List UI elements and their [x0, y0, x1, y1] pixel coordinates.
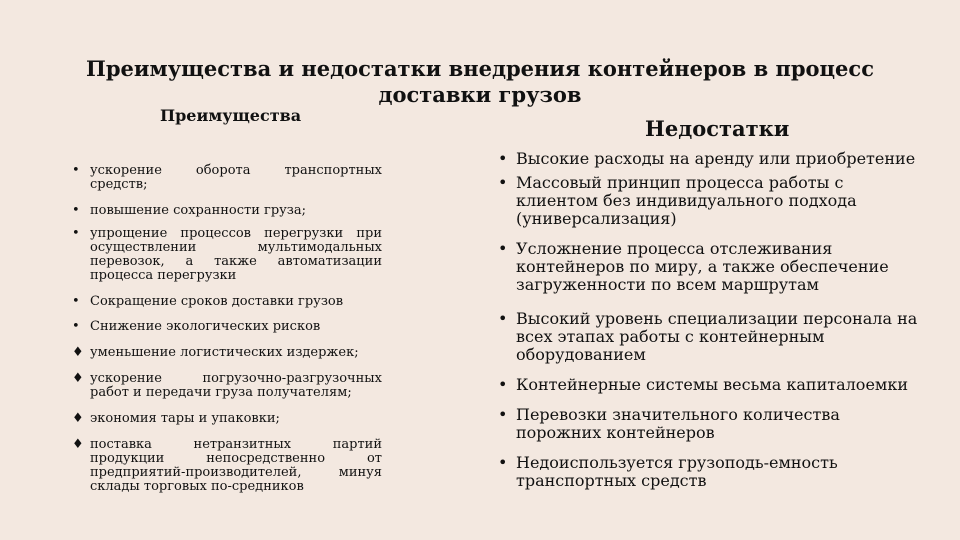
list-item	[72, 227, 382, 283]
list-item	[72, 204, 382, 218]
bullet-icon: •	[72, 163, 80, 178]
list-item	[498, 310, 918, 364]
diamond-bullet-icon: ♦	[72, 437, 84, 452]
list-item	[498, 454, 918, 490]
advantage-text: упрощение процессов перегрузки при осуществлении мультимодальных перевозок, а также автоматизации процесса перегрузки	[90, 226, 382, 283]
disadvantage-text: Усложнение процесса отслеживания контейнеров по миру, а также обеспечение загруженности по всем маршрутам	[516, 239, 889, 294]
list-item	[72, 412, 382, 426]
list-item	[72, 164, 382, 192]
bullet-icon: •	[498, 453, 508, 472]
advantage-text: экономия тары и упаковки;	[90, 411, 280, 426]
bullet-icon: •	[72, 203, 80, 218]
bullet-icon: •	[72, 226, 80, 241]
list-item	[498, 240, 918, 294]
advantages-heading: Преимущества	[160, 106, 302, 125]
advantage-text: уменьшение логистических издержек;	[90, 345, 359, 360]
advantage-text: ускорение оборота транспортных средств;	[90, 163, 382, 192]
disadvantage-text: Перевозки значительного количества порожних контейнеров	[516, 405, 840, 442]
bullet-icon: •	[498, 405, 508, 424]
bullet-icon: •	[498, 149, 508, 168]
disadvantages-list	[498, 150, 918, 490]
list-item	[72, 320, 382, 334]
bullet-icon: •	[498, 173, 508, 192]
bullet-icon: •	[498, 309, 508, 328]
advantage-text: повышение сохранности груза;	[90, 203, 307, 218]
list-item	[72, 372, 382, 400]
advantage-text: Сокращение сроков доставки грузов	[90, 294, 344, 309]
diamond-bullet-icon: ♦	[72, 411, 84, 426]
list-item	[72, 295, 382, 309]
disadvantage-text: Высокий уровень специализации персонала на всех этапах работы с контейнерным оборудованием	[516, 309, 918, 364]
diamond-bullet-icon: ♦	[72, 345, 84, 360]
list-item	[498, 174, 918, 228]
disadvantages-heading: Недостатки	[645, 116, 790, 141]
list-item	[498, 406, 918, 442]
list-item	[72, 438, 382, 494]
list-item	[498, 376, 918, 394]
advantage-text: Снижение экологических рисков	[90, 319, 321, 334]
bullet-icon: •	[72, 319, 80, 334]
disadvantage-text: Высокие расходы на аренду или приобретение	[516, 149, 916, 168]
bullet-icon: •	[72, 294, 80, 309]
list-item	[72, 346, 382, 360]
list-item	[498, 150, 918, 168]
disadvantage-text: Массовый принцип процесса работы с клиентом без индивидуального подхода (универсализация)	[516, 173, 857, 228]
disadvantage-text: Контейнерные системы весьма капиталоемки	[516, 375, 909, 394]
bullet-icon: •	[498, 239, 508, 258]
advantages-list	[72, 164, 382, 494]
diamond-bullet-icon: ♦	[72, 371, 84, 386]
advantage-text: поставка нетранзитных партий продукции непосредственно от предприятий-производителей, минуя склады торговых по-средников	[90, 437, 382, 494]
disadvantage-text: Недоиспользуется грузоподь-емность транспортных средств	[516, 453, 838, 490]
advantage-text: ускорение погрузочно-разгрузочных работ и передачи груза получателям;	[90, 371, 382, 400]
bullet-icon: •	[498, 375, 508, 394]
page-title: Преимущества и недостатки внедрения контейнеров в процесс доставки грузов	[86, 56, 874, 107]
